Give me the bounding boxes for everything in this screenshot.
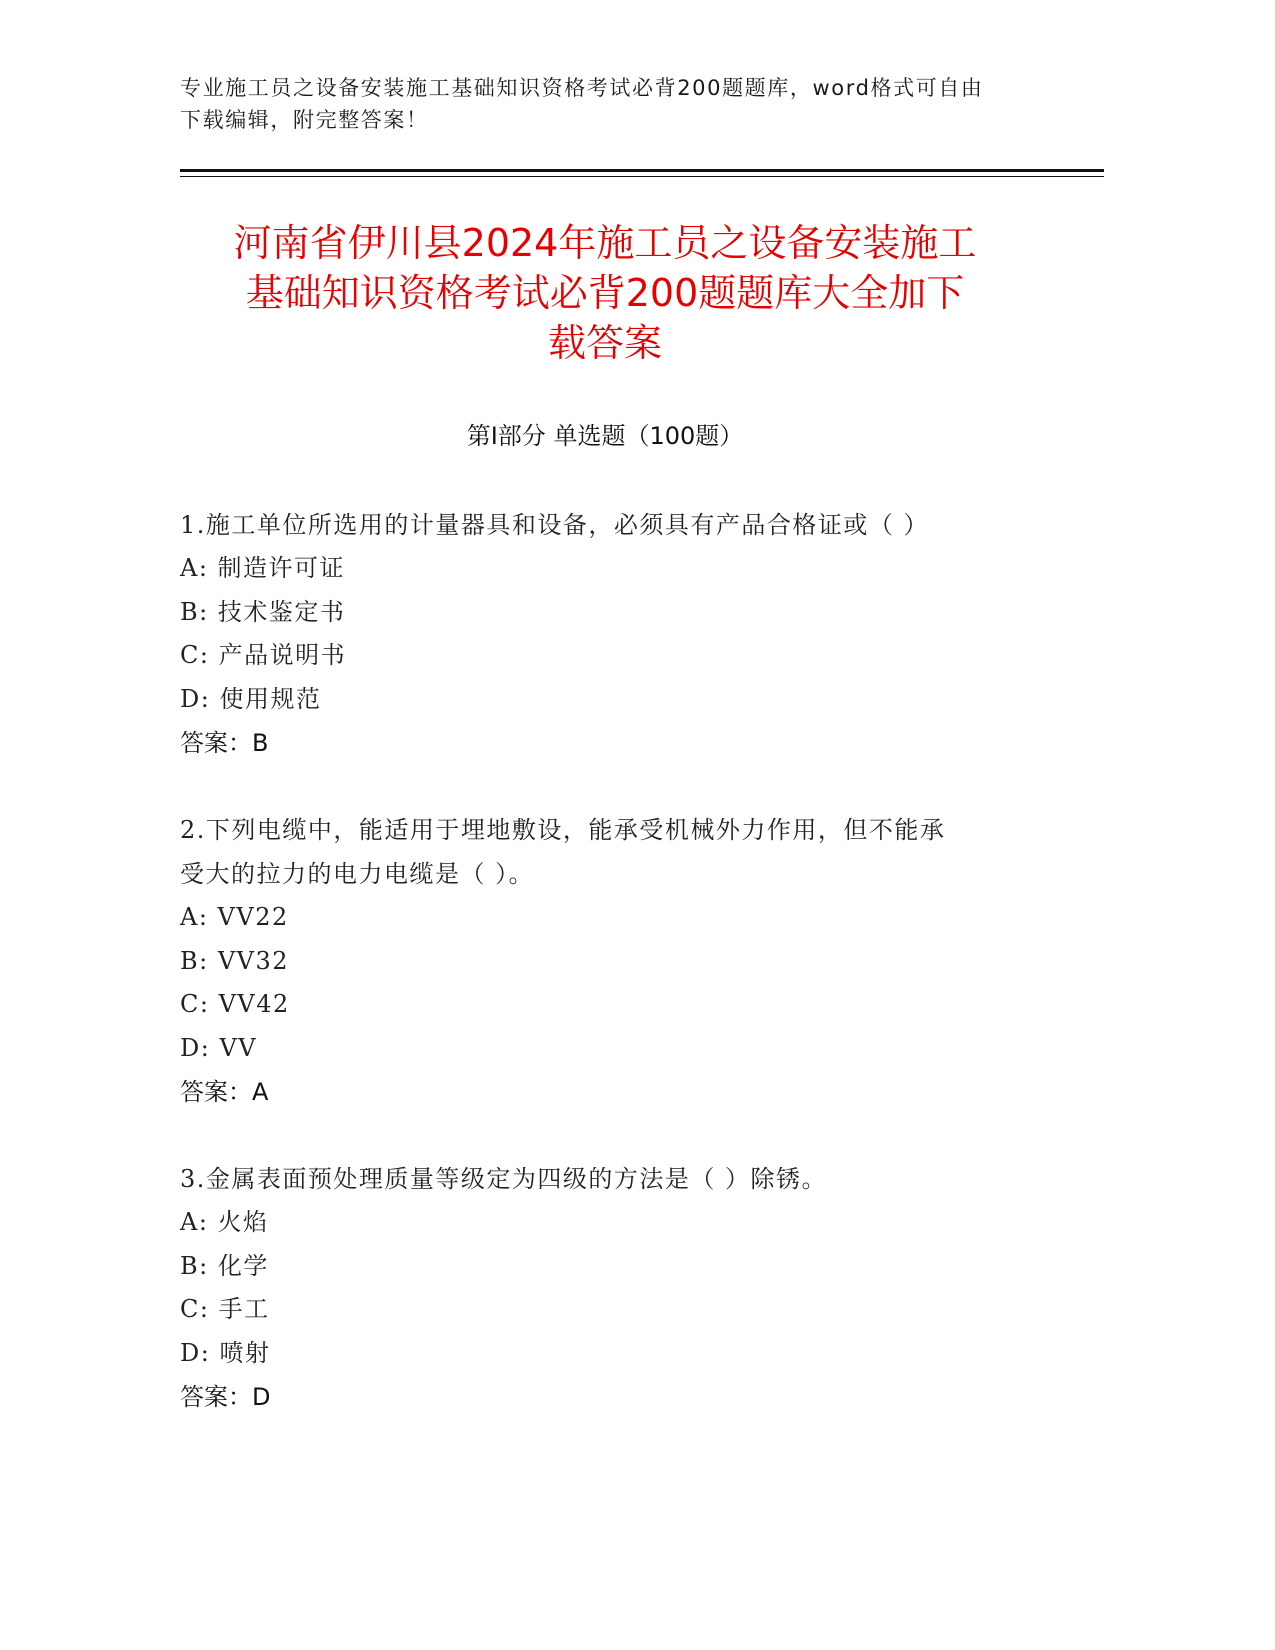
option-d: D: 喷射: [180, 1338, 271, 1367]
option-b: B: 技术鉴定书: [180, 597, 346, 626]
header-divider-thick: [180, 169, 1104, 172]
question-2: [180, 808, 1040, 1114]
option-c: C: 手工: [180, 1295, 270, 1323]
question-stem: 3.金属表面预处理质量等级定为四级的方法是（ ）除锈。: [180, 1165, 828, 1193]
question-3: [180, 1157, 1040, 1419]
question-stem-line-2: 受大的拉力的电力电缆是（ ）。: [180, 860, 535, 888]
document-title: [160, 218, 1050, 368]
option-d: D: 使用规范: [180, 684, 322, 713]
option-b: B: VV32: [180, 946, 290, 975]
answer: 答案：B: [180, 729, 269, 757]
question-1: [180, 503, 1040, 765]
section-heading: 第Ⅰ部分 单选题（100题）: [466, 422, 744, 450]
answer: 答案：A: [180, 1078, 269, 1106]
header-note-line-2: 下载编辑，附完整答案！: [180, 108, 429, 132]
question-stem-line-1: 2.下列电缆中，能适用于埋地敷设，能承受机械外力作用，但不能承: [180, 816, 946, 844]
title-line-2: 基础知识资格考试必背200题题库大全加下: [245, 271, 965, 315]
option-a: A: 火焰: [180, 1208, 269, 1236]
title-line-3: 载答案: [547, 321, 662, 365]
option-a: A: VV22: [180, 903, 289, 931]
option-c: C: VV42: [180, 990, 290, 1018]
question-stem: 1.施工单位所选用的计量器具和设备，必须具有产品合格证或（ ）: [180, 511, 930, 539]
option-a: A: 制造许可证: [180, 554, 346, 582]
header-note-line-1: 专业施工员之设备安装施工基础知识资格考试必背200题题库，word格式可自由: [180, 76, 984, 100]
option-d: D: VV: [180, 1033, 258, 1062]
option-c: C: 产品说明书: [180, 641, 347, 669]
option-b: B: 化学: [180, 1251, 269, 1280]
header-divider-thin: [180, 176, 1104, 177]
title-line-1: 河南省伊川县2024年施工员之设备安装施工: [233, 221, 977, 265]
header-note: [180, 72, 1040, 136]
answer: 答案：D: [180, 1383, 271, 1411]
